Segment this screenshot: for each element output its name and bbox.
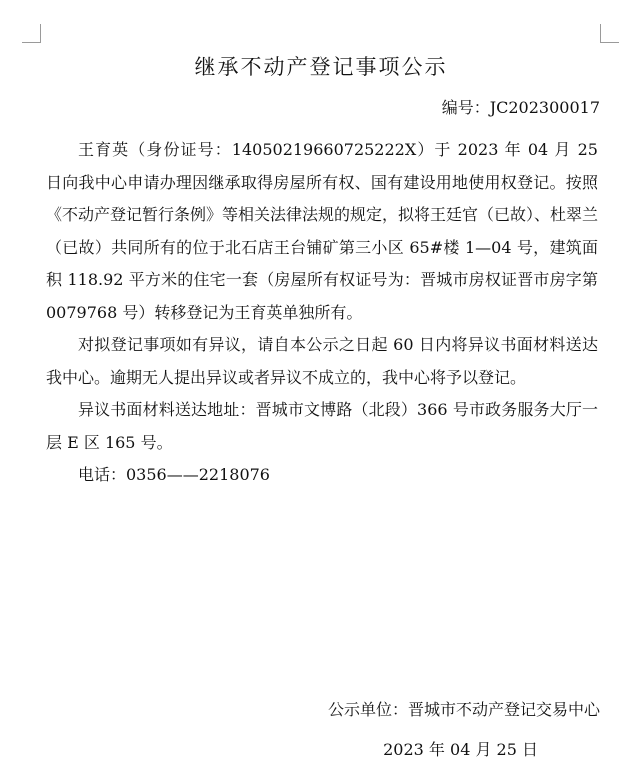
paragraph-address: 异议书面材料送达地址：晋城市文博路（北段）366 号市政务服务大厅一层 E 区 165 号。 [46,400,598,452]
document-body [46,134,598,492]
issue-date: 2023 年 04 月 25 日 [383,740,538,759]
paragraph-application: 王育英（身份证号：14050219660725222X）于 2023 年 04 月 25 日向我中心申请办理因继承取得房屋所有权、国有建设用地使用权登记。按照《不动产登记暂行条例》等相关法律法规的规定，拟将王廷官（已故）、杜翠兰（已故）共同所有的位于北石店王台铺矿第三小区 65#楼 1—04 号，建筑面积 118.92 平方米的住宅一套（房屋所有权证号为：晋城市房权证晋市房字第 0079768 号）转移登记为王育英单独所有。 [46,140,599,322]
page-corner-mark-top-left [22,24,41,43]
page-corner-mark-top-right [600,24,619,43]
document-number: 编号：JC202300017 [441,98,600,117]
paragraph-objection: 对拟登记事项如有异议，请自本公示之日起 60 日内将异议书面材料送达我中心。逾期无人提出异议或者异议不成立的，我中心将予以登记。 [46,335,598,387]
document-title: 继承不动产登记事项公示 [194,55,448,79]
issuing-unit: 公示单位：晋城市不动产登记交易中心 [327,700,600,719]
paragraph-phone: 电话：0356——2218076 [78,465,270,484]
